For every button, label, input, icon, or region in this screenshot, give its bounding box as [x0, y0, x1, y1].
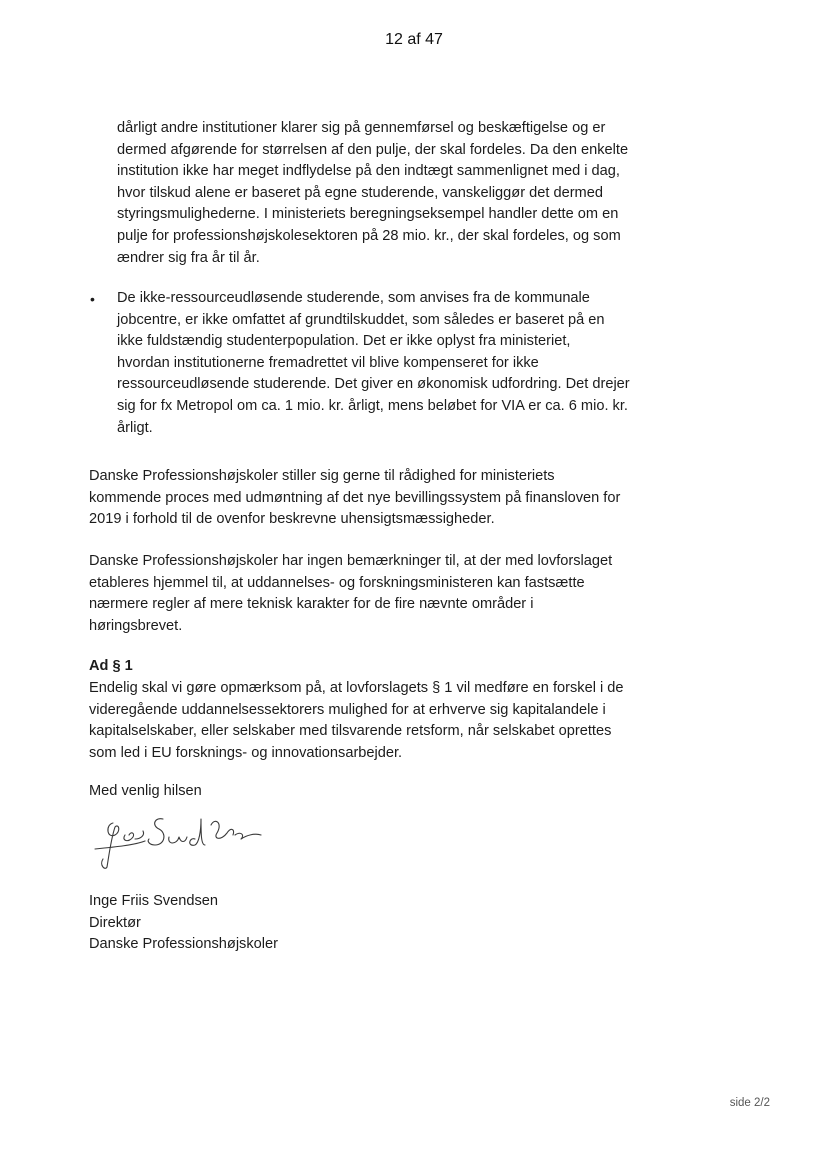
paragraph-line: årligt. — [117, 419, 153, 436]
signatory-organization: Danske Professionshøjskoler — [89, 936, 278, 953]
paragraph-line: styringsmulighederne. I ministeriets beregningseksempel handler dette om en — [117, 206, 619, 223]
paragraph-line: ændrer sig fra år til år. — [117, 249, 260, 266]
signatory-name: Inge Friis Svendsen — [89, 893, 218, 909]
paragraph-line: 2019 i forhold til de ovenfor beskrevne uhensigtsmæssigheder. — [89, 511, 495, 528]
closing-greeting — [89, 781, 389, 803]
paragraph-line: ikke fuldstændig studenterpopulation. Det er ikke oplyst fra ministeriet, — [117, 333, 571, 350]
paragraph-line: etableres hjemmel til, at uddannelses- og forskningsministeren kan fastsætte — [89, 574, 585, 591]
paragraph-line: nærmere regler af mere teknisk karakter for de fire nævnte områder i — [89, 596, 534, 613]
handwritten-signature — [85, 805, 285, 875]
paragraph-line: høringsbrevet. — [89, 617, 183, 634]
bullet-marker: • — [90, 291, 95, 307]
paragraph-line: hvordan institutionerne fremadrettet vil blive kompenseret for ikke — [117, 354, 539, 371]
paragraph-line: hvor tilskud alene er baseret på egne studerende, vanskeliggør det dermed — [117, 184, 603, 201]
paragraph-line: sig for fx Metropol om ca. 1 mio. kr. årligt, mens beløbet for VIA er ca. 6 mio. kr. — [117, 397, 628, 414]
paragraph-line: videregående uddannelsessektorers mulighed for at erhverve sig kapitalandele i — [89, 701, 606, 718]
paragraph-line: Danske Professionshøjskoler stiller sig gerne til rådighed for ministeriets — [89, 468, 555, 484]
paragraph-line: jobcentre, er ikke omfattet af grundtilskuddet, som således er baseret på en — [117, 311, 605, 328]
paragraph-line: dermed afgørende for størrelsen af den pulje, der skal fordeles. Da den enkelte — [117, 141, 629, 158]
paragraph-line: Danske Professionshøjskoler har ingen bemærkninger til, at der med lovforslaget — [89, 553, 613, 569]
section-heading-ad-1: Ad § 1 — [89, 658, 133, 674]
bullet-item — [117, 288, 647, 439]
paragraph-availability — [89, 466, 669, 531]
paragraph-no-remarks — [89, 551, 649, 637]
paragraph-line: kommende proces med udmøntning af det nye bevillingssystem på finansloven for — [89, 489, 621, 506]
paragraph-line: De ikke-ressourceudløsende studerende, som anvises fra de kommunale — [117, 290, 590, 306]
paragraph-line: kapitalselskaber, eller selskaber med tilsvarende retsform, når selskabet oprettes — [89, 723, 612, 740]
page-indicator: 12 af 47 — [385, 31, 443, 48]
greeting-text: Med venlig hilsen — [89, 783, 202, 799]
paragraph-line: institution ikke har meget indflydelse på den indtægt sammenlignet med i dag, — [117, 163, 620, 180]
signatory-title: Direktør — [89, 914, 141, 931]
paragraph-line: ressourceudløsende studerende. Det giver en økonomisk udfordring. Det drejer — [117, 376, 630, 393]
continuation-paragraph — [117, 118, 647, 269]
page-footer-label: side 2/2 — [729, 1097, 770, 1109]
paragraph-line: pulje for professionshøjskolesektoren på 28 mio. kr., der skal fordeles, og som — [117, 227, 621, 244]
paragraph-line: som led i EU forsknings- og innovationsarbejder. — [89, 744, 403, 761]
paragraph-line: Endelig skal vi gøre opmærksom på, at lovforslagets § 1 vil medføre en forskel i de — [89, 680, 624, 696]
signature-block — [89, 891, 389, 956]
paragraph-line: dårligt andre institutioner klarer sig på gennemførsel og beskæftigelse og er — [117, 120, 606, 136]
paragraph-ad-1 — [89, 678, 649, 764]
